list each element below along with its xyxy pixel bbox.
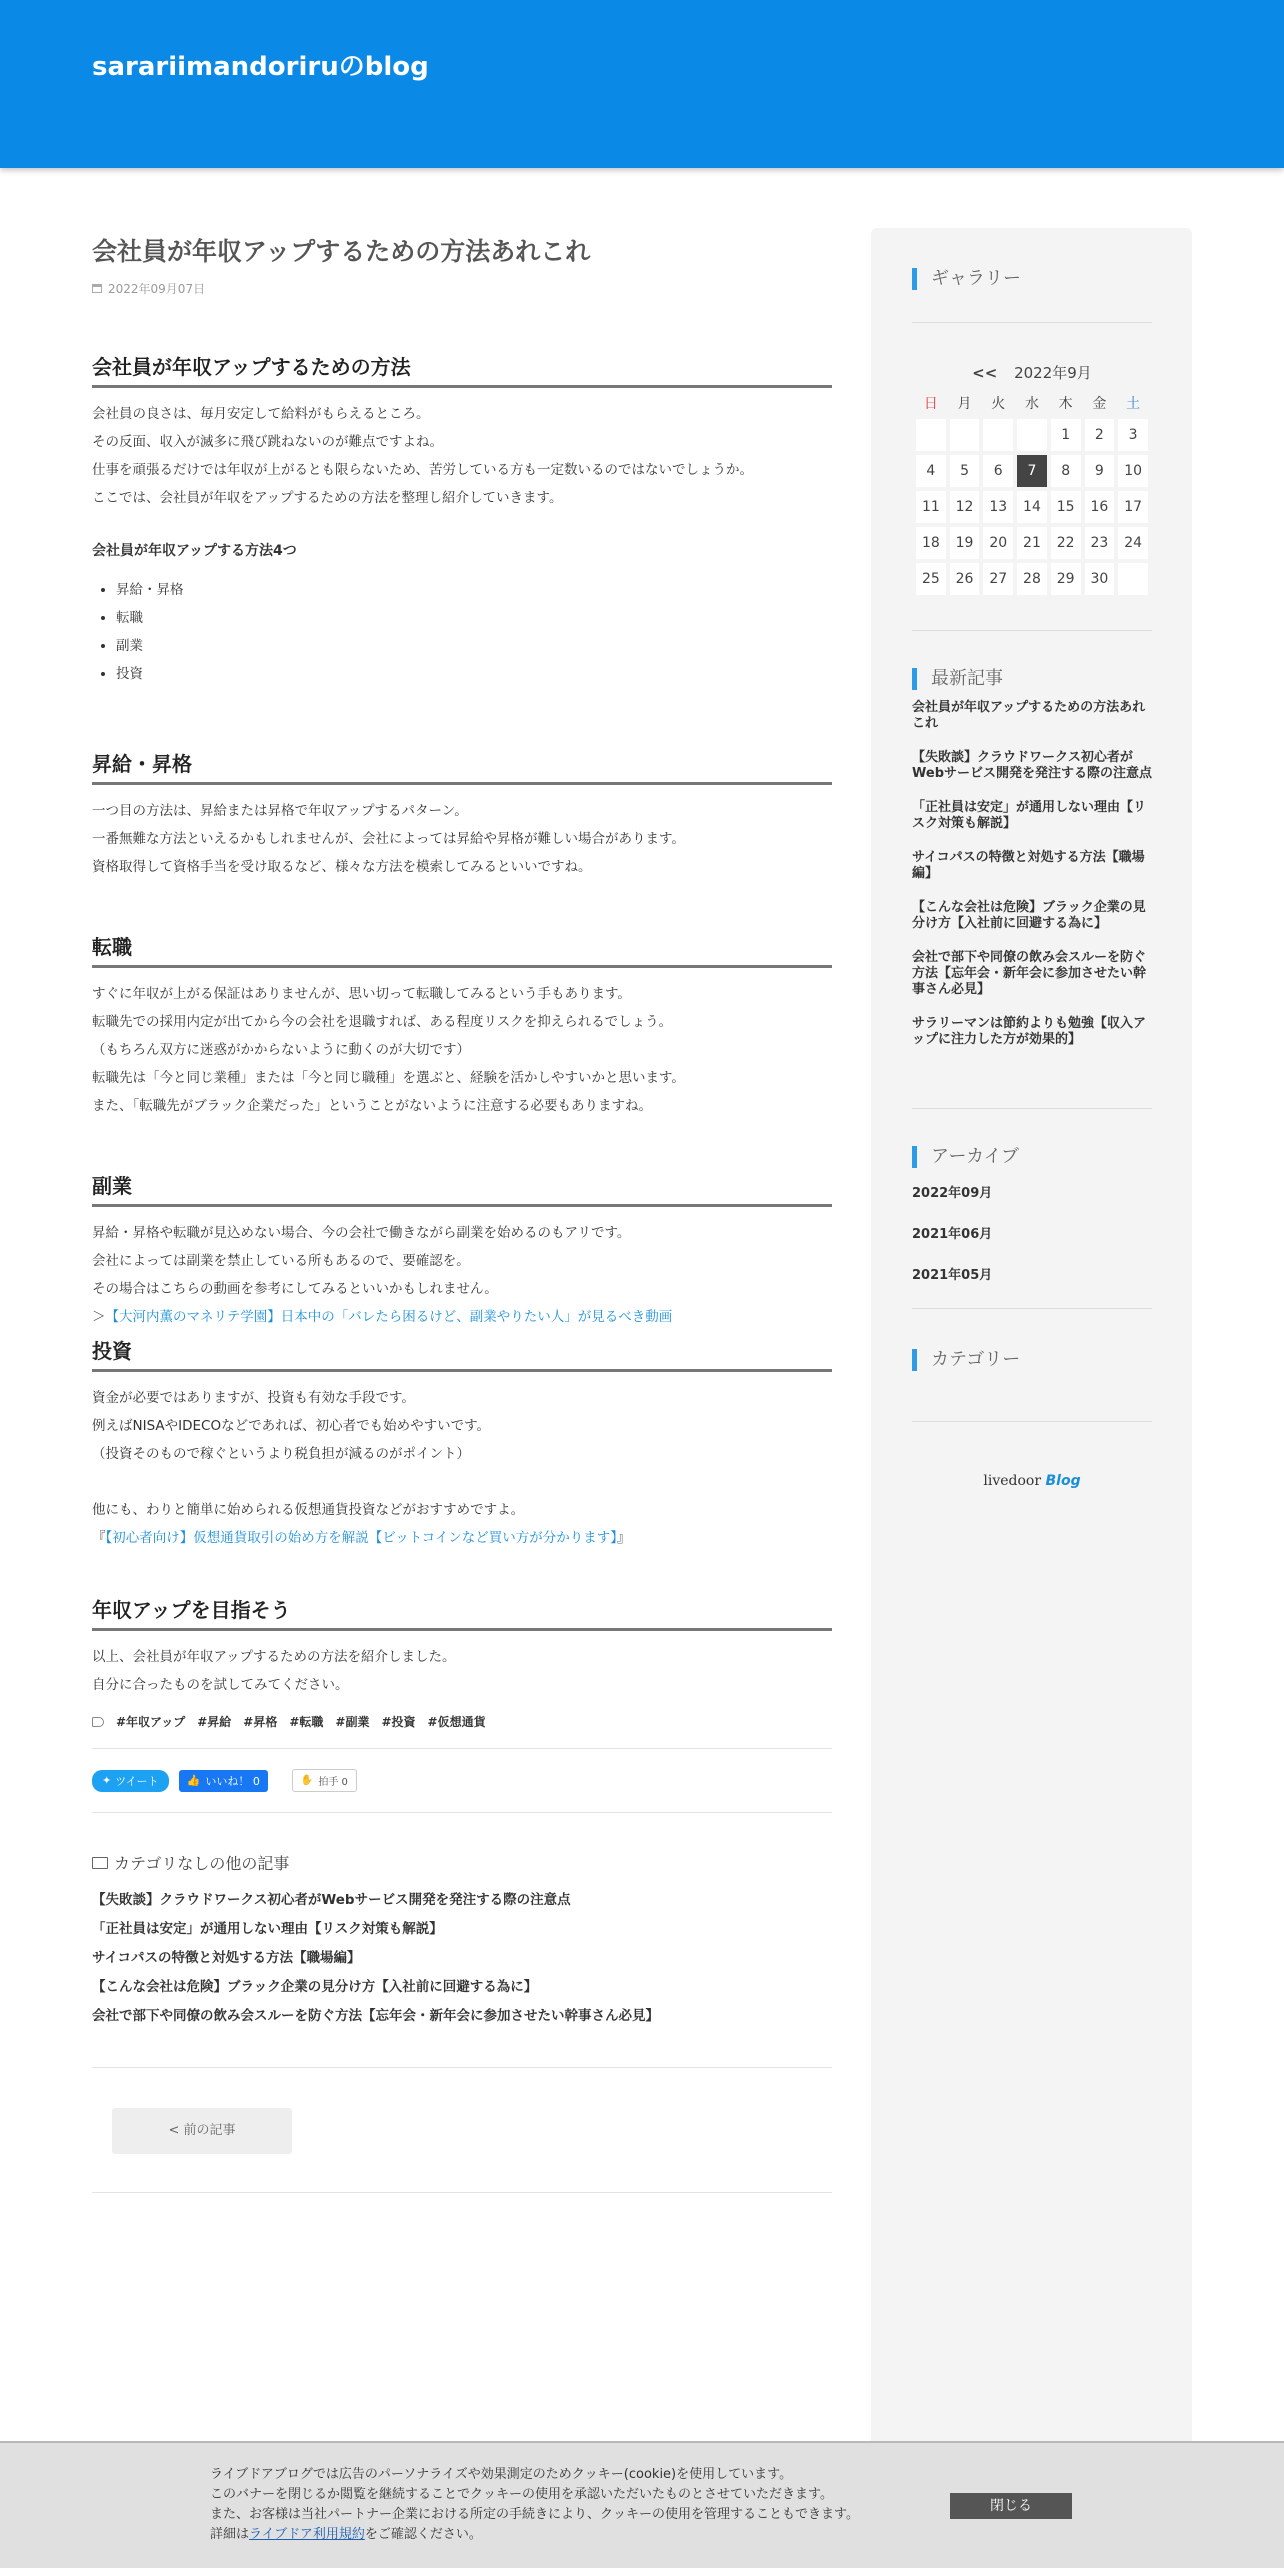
calendar-day[interactable]: 8 [1051,455,1081,487]
link-bracket-close: 』 [617,1530,631,1546]
calendar-day[interactable]: 24 [1118,527,1148,559]
section-heading-summary: 年収アップを目指そう [92,1594,832,1631]
site-header [0,0,1284,168]
calendar-day [916,419,946,451]
recent-article-link[interactable]: サイコパスの特徴と対処する方法【職場編】 [912,850,1145,881]
calendar-icon [92,284,102,293]
methods-heading: 会社員が年収アップする方法4つ [92,543,297,559]
calendar-day[interactable]: 6 [983,455,1013,487]
section-heading-intro: 会社員が年収アップするための方法 [92,351,832,388]
body-line: 一番無難な方法といえるかもしれませんが、会社によっては昇給や昇格が難しい場合があります。 [92,831,685,847]
calendar-day[interactable]: 21 [1017,527,1047,559]
clap-label: 拍手 0 [318,1777,348,1788]
archive-heading: アーカイブ [912,1146,1152,1168]
cookie-detail-prefix: 詳細は [210,2527,250,2542]
link-line [92,1303,832,1331]
calendar-day[interactable]: 14 [1017,491,1047,523]
calendar-day[interactable]: 18 [916,527,946,559]
divider [912,630,1152,631]
divider [92,2192,832,2193]
body-line: 例えばNISAやIDECOなどであれば、初心者でも始めやすいです。 [92,1418,491,1434]
livedoor-blog-logo[interactable] [912,1473,1152,1489]
tag-link[interactable]: #仮想通貨 [427,1715,486,1729]
tweet-button[interactable] [92,1770,169,1792]
cookie-banner [0,2441,1284,2568]
recent-article-link[interactable]: 会社員が年収アップするための方法あれこれ [912,700,1146,731]
recent-article-link[interactable]: 【こんな会社は危険】ブラック企業の見分け方【入社前に回避する為に】 [912,900,1146,931]
link-line [92,1524,832,1552]
calendar-day[interactable]: 27 [983,563,1013,595]
methods-list [92,576,832,688]
tag-link[interactable]: #昇給 [197,1715,232,1729]
list-item: • 副業 [116,632,832,660]
calendar-header [912,362,1152,383]
other-heading-text: カテゴリなしの他の記事 [114,1854,290,1873]
divider [912,1308,1152,1309]
calendar-month: 2022年9月 [1014,364,1092,382]
link-prefix: ＞ [92,1309,106,1325]
body-line: 自分に合ったものを試してみてください。 [92,1677,349,1693]
weekday-label: 日 [923,396,938,412]
calendar-day[interactable]: 4 [916,455,946,487]
calendar-day[interactable]: 3 [1118,419,1148,451]
gallery-heading: ギャラリー [912,268,1152,290]
clap-icon: ✋ [300,1775,314,1786]
recent-article-link[interactable]: 「正社員は安定」が通用しない理由【リスク対策も解説】 [912,800,1147,831]
section-heading-raise: 昇給・昇格 [92,748,832,785]
body-line: 以上、会社員が年収アップするための方法を紹介しました。 [92,1649,456,1665]
calendar-day[interactable]: 17 [1118,491,1148,523]
logo-text: livedoor [983,1473,1042,1489]
calendar-day[interactable]: 12 [950,491,980,523]
terms-link[interactable]: ライブドア利用規約 [249,2527,365,2542]
weekday-label: 土 [1126,396,1141,412]
section-heading-invest: 投資 [92,1335,832,1372]
divider [912,322,1152,323]
calendar-day [950,419,980,451]
list-item: • 転職 [116,604,832,632]
calendar-week [916,455,1148,487]
calendar-day [1017,419,1047,451]
cookie-message [210,2465,859,2545]
section-heading-side-job: 副業 [92,1170,832,1207]
other-article-link[interactable]: 【失敗談】クラウドワークス初心者がWebサービス開発を発注する際の注意点 [92,1892,571,1908]
other-article-link[interactable]: 「正社員は安定」が通用しない理由【リスク対策も解説】 [92,1921,443,1937]
section-heading-job-change: 転職 [92,931,832,968]
share-buttons [92,1769,832,1792]
like-label: いいね！ 0 [205,1774,260,1788]
other-article-link[interactable]: 【こんな会社は危険】ブラック企業の見分け方【入社前に回避する為に】 [92,1979,538,1995]
post-title[interactable]: 会社員が年収アップするための方法あれこれ [92,237,591,266]
prev-article-button[interactable]: < 前の記事 [112,2108,292,2154]
list-item: • 昇給・昇格 [116,576,832,604]
calendar-day[interactable]: 7 [1017,455,1047,487]
calendar-day [1118,563,1148,595]
body-line: また、「転職先がブラック企業だった」ということがないように注意する必要もありますね。 [92,1098,652,1114]
archive-link[interactable]: 2022年09月 [912,1186,993,1201]
other-articles-heading [92,1851,832,1874]
calendar-week [916,491,1148,523]
tag-link[interactable]: #副業 [335,1715,370,1729]
body-line: （もちろん双方に迷惑がかからないように動くのが大切です） [92,1042,470,1058]
calendar-day[interactable]: 16 [1085,491,1115,523]
cookie-detail-suffix: をご確認ください。 [364,2527,482,2542]
body-line: 他にも、わりと簡単に始められる仮想通貨投資などがおすすめですよ。 [92,1502,525,1518]
body-line: 会社によっては副業を禁止している所もあるので、要確認を。 [92,1253,470,1269]
weekday-label: 水 [1024,396,1039,412]
folder-icon [92,1857,108,1869]
calendar-day[interactable]: 10 [1118,455,1148,487]
recent-article-link[interactable]: サラリーマンは節約よりも勉強【収入アップに注力した方が効果的】 [912,1016,1147,1047]
body-line: 転職先での採用内定が出てから今の会社を退職すれば、ある程度リスクを抑えられるでしょう。 [92,1014,673,1030]
calendar-week [916,527,1148,559]
calendar-day[interactable]: 2 [1085,419,1115,451]
body-line: （投資そのもので稼ぐというより税負担が減るのがポイント） [92,1446,470,1462]
body-line: すぐに年収が上がる保証はありませんが、思い切って転職してみるという手もあります。 [92,986,631,1002]
recent-article-link[interactable]: 会社で部下や同僚の飲み会スルーを防ぐ方法【忘年会・新年会に参加させたい幹事さん必見】 [912,950,1147,997]
intro-line: その反面、収入が滅多に飛び跳ねないのが難点ですよね。 [92,434,443,450]
calendar-day[interactable]: 13 [983,491,1013,523]
weekday-label: 金 [1092,396,1107,412]
divider [912,1108,1152,1109]
calendar-week [916,563,1148,595]
calendar-day [983,419,1013,451]
tag-icon [92,1717,104,1727]
bird-icon: ✦ [102,1774,112,1787]
tag-link[interactable]: #転職 [289,1715,324,1729]
cookie-line [210,2525,859,2545]
body-line: その場合はこちらの動画を参考にしてみるといいかもしれません。 [92,1281,498,1297]
cookie-line: また、お客様は当社パートナー企業における所定の手続きにより、クッキーの使用を管理することもできます。 [210,2507,859,2522]
calendar-day[interactable]: 15 [1051,491,1081,523]
calendar [912,362,1152,599]
article [92,228,832,2193]
calendar-grid [912,387,1152,599]
post-date [92,280,832,297]
cookie-close-button[interactable]: 閉じる [950,2493,1072,2519]
tag-link[interactable]: #年収アップ [116,1715,186,1729]
tag-link[interactable]: #昇格 [243,1715,278,1729]
like-button[interactable] [179,1770,268,1792]
calendar-day[interactable]: 19 [950,527,980,559]
archive-link[interactable]: 2021年06月 [912,1227,993,1242]
calendar-day[interactable]: 1 [1051,419,1081,451]
body-line: 一つ目の方法は、昇給または昇格で年収アップするパターン。 [92,803,468,819]
divider [912,1421,1152,1422]
calendar-day[interactable]: 25 [916,563,946,595]
category-heading: カテゴリー [912,1349,1152,1371]
calendar-week [916,419,1148,451]
sidebar [871,228,1192,2568]
weekday-label: 木 [1058,396,1073,412]
other-article-link[interactable]: サイコパスの特徴と対処する方法【職場編】 [92,1950,361,1966]
logo-blog: Blog [1045,1473,1081,1489]
cookie-line: このバナーを閉じるか閲覧を継続することでクッキーの使用を承認いただいたものとさせていただきます。 [210,2487,833,2502]
tag-list [92,1713,832,1730]
clap-button[interactable] [292,1769,357,1792]
tweet-label: ツイート [115,1774,159,1788]
video-link[interactable]: 【大河内薫のマネリテ学園】日本中の「バレたら困るけど、副業やりたい人」が見るべき動画 [105,1309,673,1325]
intro-line: 仕事を頑張るだけでは年収が上がるとも限らないため、苦労している方も一定数いるのではないでしょうか。 [92,462,753,478]
blog-title[interactable]: sarariimandoriruのblog [92,52,429,82]
calendar-day[interactable]: 23 [1085,527,1115,559]
cookie-line: ライブドアブログでは広告のパーソナライズや効果測定のためクッキー(cookie)を使用しています。 [210,2467,793,2482]
calendar-day[interactable]: 30 [1085,563,1115,595]
calendar-day[interactable]: 29 [1051,563,1081,595]
post-date-text: 2022年09月07日 [108,282,206,296]
body-line: 昇給・昇格や転職が見込めない場合、今の会社で働きながら副業を始めるのもアリです。 [92,1225,631,1241]
calendar-day[interactable]: 11 [916,491,946,523]
body-line: 資格取得して資格手当を受け取るなど、様々な方法を模索してみるといいですね。 [92,859,592,875]
archive-link[interactable]: 2021年05月 [912,1268,993,1283]
calendar-prev-button[interactable]: << [972,364,998,382]
intro-line: 会社員の良さは、毎月安定して給料がもらえるところ。 [92,406,430,422]
calendar-day[interactable]: 22 [1051,527,1081,559]
body-line: 資金が必要ではありますが、投資も有効な手段です。 [92,1390,415,1406]
calendar-day[interactable]: 9 [1085,455,1115,487]
weekday-label: 月 [957,396,972,412]
tag-link[interactable]: #投資 [381,1715,416,1729]
calendar-day[interactable]: 5 [950,455,980,487]
calendar-day[interactable]: 20 [983,527,1013,559]
thumbs-up-icon: 👍 [186,1774,201,1787]
calendar-day[interactable]: 26 [950,563,980,595]
recent-article-link[interactable]: 【失敗談】クラウドワークス初心者がWebサービス開発を発注する際の注意点 [912,750,1152,781]
intro-line: ここでは、会社員が年収をアップするための方法を整理し紹介していきます。 [92,490,563,506]
other-article-link[interactable]: 会社で部下や同僚の飲み会スルーを防ぐ方法【忘年会・新年会に参加させたい幹事さん必見】 [92,2008,659,2024]
recent-heading: 最新記事 [912,668,1152,690]
weekday-label: 火 [991,396,1006,412]
link-bracket-open: 『 [92,1530,106,1546]
list-item: • 投資 [116,660,832,688]
body-line: 転職先は「今と同じ業種」または「今と同じ職種」を選ぶと、経験を活かしやすいかと思います。 [92,1070,685,1086]
calendar-day[interactable]: 28 [1017,563,1047,595]
crypto-article-link[interactable]: 【初心者向け】仮想通貨取引の始め方を解説【ビットコインなど買い方が分かります】 [105,1530,618,1546]
